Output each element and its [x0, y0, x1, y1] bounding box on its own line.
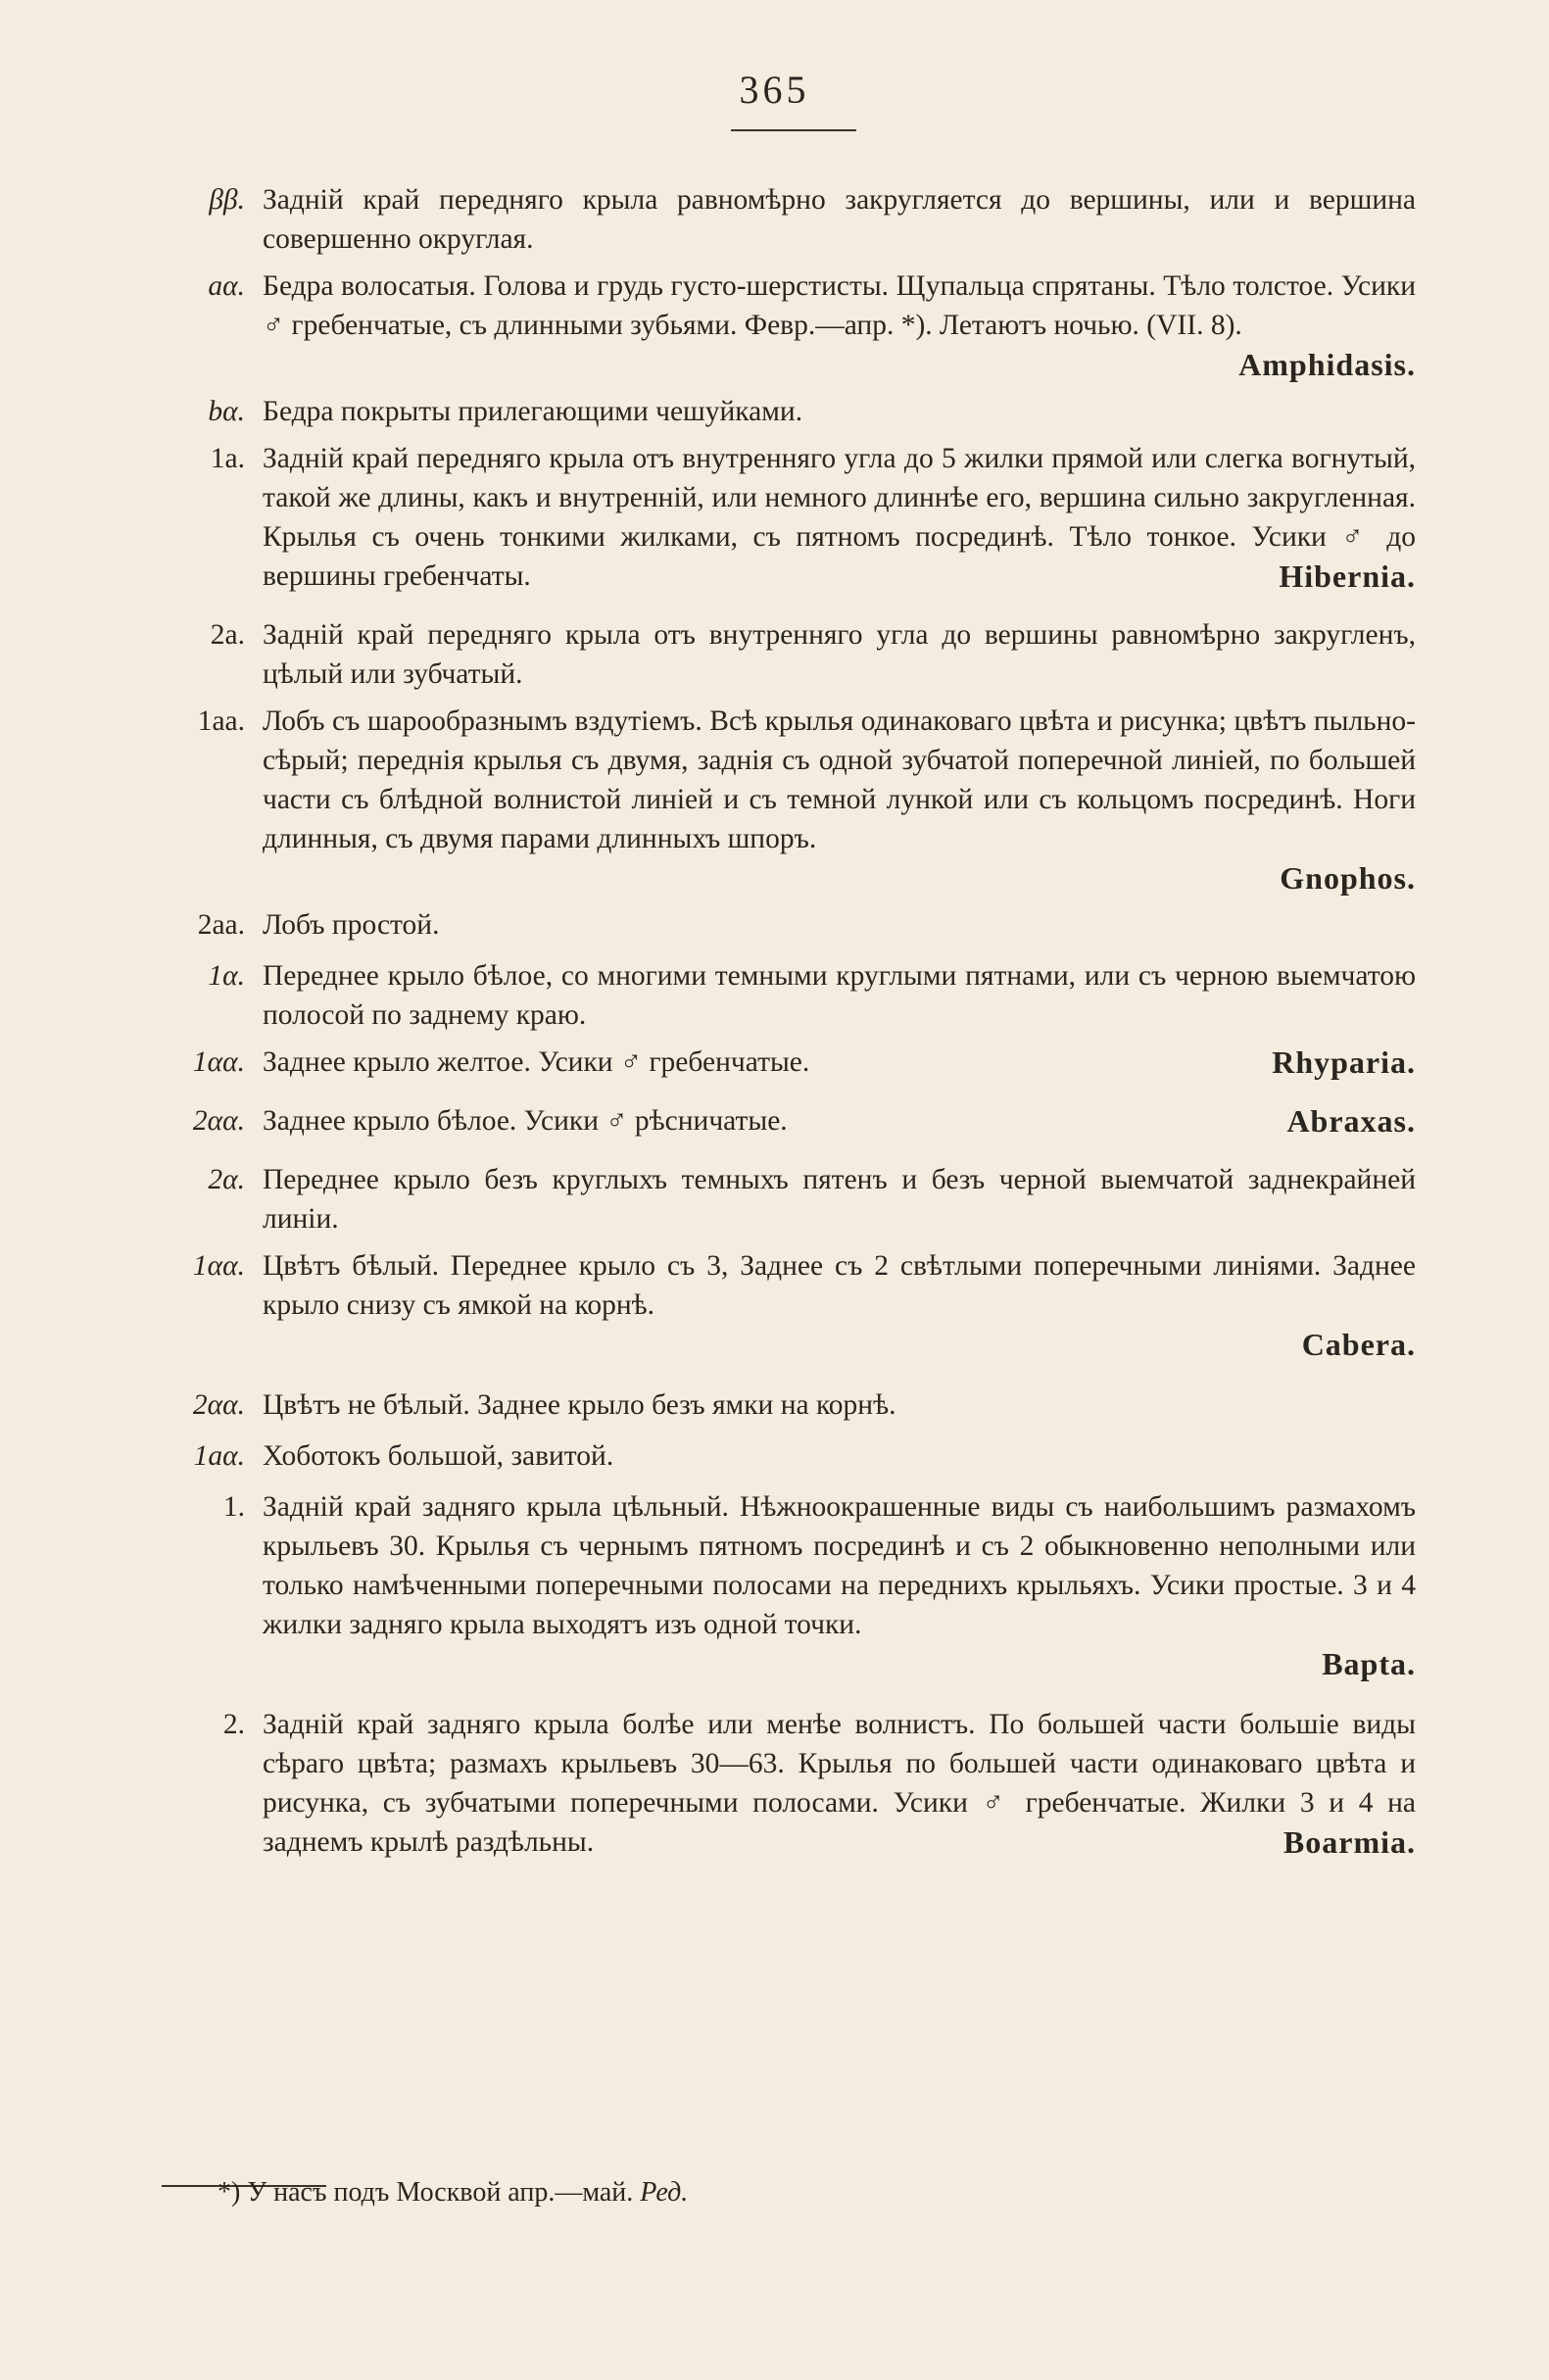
- entry-text: Лобъ простой.: [263, 909, 440, 941]
- entry-text-block: [263, 1246, 1416, 1364]
- key-entry: [157, 905, 1416, 945]
- entry-text: Заднiй край передняго крыла отъ внутренняго угла до 5 жилки прямой или слегка вогнутый, такой же длины, какъ и внутреннiй, или немного длиннѣе его, вершина сильно закругленная. Крылья съ очень тонкими жилками, съ пятномъ посрединѣ. Тѣло тонкое. Усики ♂ до вершины гребенчаты.: [263, 443, 1416, 592]
- entry-text-block: [263, 439, 1416, 596]
- entry-text-block: [263, 956, 1416, 1035]
- identification-key: [157, 180, 1416, 1862]
- key-entry: [157, 702, 1416, 898]
- page-number: 365: [739, 68, 810, 112]
- entry-text: Переднее крыло бѣлое, со многими темными круглыми пятнами, или съ черною выемчатою полосой по заднему краю.: [263, 960, 1416, 1031]
- entry-label: 2αα.: [192, 1105, 245, 1137]
- key-entry: [157, 439, 1416, 596]
- entry-text-block: [263, 905, 1416, 945]
- entry-text: Бедра волосатыя. Голова и грудь густо-шерстисты. Щупальца спрятаны. Тѣло толстое. Усики ♂ гребенчатые, съ длинными зубьями. Февр.—апр. *). Летаютъ ночью. (VII. 8).: [263, 270, 1416, 341]
- key-entry: [157, 1487, 1416, 1683]
- genus-name: Boarmia.: [1283, 1824, 1416, 1860]
- entry-label: aα.: [208, 270, 245, 302]
- entry-label: bα.: [208, 396, 245, 427]
- entry-text-block: [263, 1487, 1416, 1683]
- key-entry: [157, 180, 1416, 259]
- entry-label: ββ.: [209, 184, 245, 216]
- entry-label: 1α.: [208, 960, 245, 992]
- entry-label: 2a.: [210, 619, 245, 651]
- entry-text: Заднiй край задняго крыла болѣе или менѣе волнистъ. По большей части большiе виды сѣраго цвѣта; размахъ крыльевъ 30—63. Крылья по большей части одинаковаго цвѣта и рисунка, съ зубчатыми поперечными полосами. Усики ♂ гребенчатые. Жилки 3 и 4 на заднемъ крылѣ раздѣльны.: [263, 1709, 1416, 1858]
- footnote-editor: Ред.: [640, 2177, 689, 2208]
- entry-text: Заднее крыло желтое. Усики ♂ гребенчатые.: [263, 1046, 810, 1078]
- entry-text-block: [263, 267, 1416, 384]
- entry-text: Цвѣтъ бѣлый. Переднее крыло съ 3, Заднее съ 2 свѣтлыми поперечными линiями. Заднее крыло снизу съ ямкой на корнѣ.: [263, 1250, 1416, 1321]
- genus-name: Rhyparia.: [1272, 1044, 1416, 1080]
- entry-label: 1aα.: [193, 1440, 245, 1472]
- entry-label: 1αα.: [192, 1250, 245, 1282]
- entry-text: Заднiй край передняго крыла равномѣрно закругляется до вершины, или и вершина совершенно округлая.: [263, 184, 1416, 255]
- key-entry: [157, 1160, 1416, 1239]
- entry-text-block: [263, 1043, 1416, 1082]
- entry-label: 2α.: [208, 1164, 245, 1195]
- entry-label: 2.: [222, 1709, 245, 1740]
- key-entry: [157, 1436, 1416, 1476]
- entry-text: Заднее крыло бѣлое. Усики ♂ рѣсничатые.: [263, 1105, 788, 1137]
- genus-name: Hibernia.: [1279, 559, 1416, 594]
- footnote: [218, 2173, 688, 2212]
- entry-label: 2αα.: [192, 1389, 245, 1421]
- entry-text: Бедра покрыты прилегающими чешуйками.: [263, 396, 803, 427]
- entry-text: Хоботокъ большой, завитой.: [263, 1440, 614, 1472]
- key-entry: [157, 1385, 1416, 1425]
- genus-name: Gnophos.: [1280, 860, 1416, 896]
- key-entry: [157, 392, 1416, 431]
- key-entry: [157, 1246, 1416, 1364]
- entry-label: 1aa.: [197, 705, 245, 737]
- entry-label: 1.: [222, 1491, 245, 1523]
- genus-name: Bapta.: [1322, 1646, 1416, 1681]
- entry-text: Переднее крыло безъ круглыхъ темныхъ пятенъ и безъ черной выемчатой заднекрайней линiи.: [263, 1164, 1416, 1235]
- entry-text-block: [263, 1385, 1416, 1425]
- key-entry: [157, 615, 1416, 694]
- key-entry: [157, 956, 1416, 1035]
- entry-text-block: [263, 702, 1416, 898]
- entry-label: 1a.: [210, 443, 245, 474]
- entry-label: 1αα.: [192, 1046, 245, 1078]
- genus-name: Amphidasis.: [1238, 347, 1416, 382]
- entry-text-block: [263, 1160, 1416, 1239]
- key-entry: [157, 1705, 1416, 1862]
- entry-label: 2aa.: [197, 909, 245, 941]
- page-number-rule: [731, 129, 856, 131]
- key-entry: [157, 1043, 1416, 1082]
- entry-text-block: [263, 392, 1416, 431]
- entry-text-block: [263, 615, 1416, 694]
- entry-text-block: [263, 180, 1416, 259]
- entry-text: Лобъ съ шарообразнымъ вздутiемъ. Всѣ крылья одинаковаго цвѣта и рисунка; цвѣтъ пыльно-сѣрый; переднiя крылья съ двумя, заднiя съ одной зубчатой поперечной линiей, по большей части съ блѣдной волнистой линiей и съ темной лункой или съ кольцомъ посрединѣ. Ноги длинныя, съ двумя парами длинныхъ шпоръ.: [263, 705, 1416, 854]
- entry-text-block: [263, 1101, 1416, 1141]
- genus-name: Abraxas.: [1286, 1103, 1416, 1139]
- genus-name: Cabera.: [1301, 1327, 1416, 1362]
- entry-text: Заднiй край задняго крыла цѣльный. Нѣжноокрашенные виды съ наибольшимъ размахомъ крыльевъ 30. Крылья съ чернымъ пятномъ посрединѣ и съ 2 обыкновенно неполными или только намѣченными поперечными полосами на переднихъ крыльяхъ. Усики простые. 3 и 4 жилки задняго крыла выходятъ изъ одной точки.: [263, 1491, 1416, 1640]
- footnote-text: *) У насъ подъ Москвой апр.—май.: [218, 2177, 634, 2208]
- entry-text: Заднiй край передняго крыла отъ внутренняго угла до вершины равномѣрно закругленъ, цѣлый или зубчатый.: [263, 619, 1416, 690]
- entry-text-block: [263, 1705, 1416, 1862]
- key-entry: [157, 1101, 1416, 1141]
- key-entry: [157, 267, 1416, 384]
- entry-text: Цвѣтъ не бѣлый. Заднее крыло безъ ямки на корнѣ.: [263, 1389, 896, 1421]
- entry-text-block: [263, 1436, 1416, 1476]
